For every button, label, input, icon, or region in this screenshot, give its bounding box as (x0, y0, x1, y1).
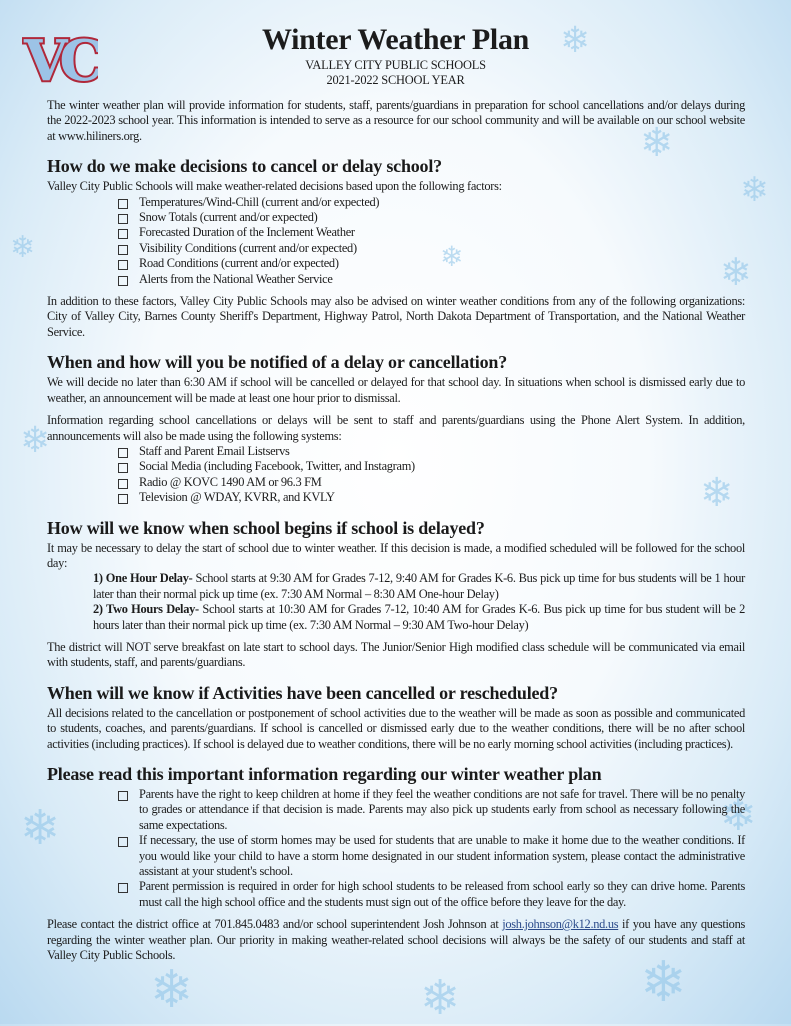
list-item: Temperatures/Wind-Chill (current and/or expected) (47, 195, 745, 210)
email-link[interactable]: josh.johnson@k12.nd.us (502, 917, 619, 932)
factor-list (47, 195, 745, 287)
section-heading: When will we know if Activities have been cancelled or rescheduled? (47, 682, 558, 703)
one-hour-delay (47, 571, 745, 602)
notification-paragraph: We will decide no later than 6:30 AM if school will be cancelled or delayed for that school day. In situations when school is dismissed early due to weather, an announcement will be made at least one hour prior to dismissal. (47, 375, 745, 405)
list-item: Snow Totals (current and/or expected) (47, 210, 745, 225)
list-item: If necessary, the use of storm homes may be used for students that are unable to make it home due to the weather conditions. If you would like your child to have a storm home designated in our student information system, please contact the administrative assistant at your student's school. (47, 833, 745, 879)
list-item: Radio @ KOVC 1490 AM or 96.3 FM (47, 475, 745, 490)
snowflake-icon: ❄ (10, 230, 36, 265)
snowflake-icon: ❄ (720, 250, 752, 294)
decision-factors (47, 179, 745, 287)
delay-label: 2) Two Hours Delay- (93, 602, 199, 617)
list-item: Parent permission is required in order for high school students to be released from school early so they can drive home. Parents must call the high school office and the students must sign out of the office before they leave for the day. (47, 879, 745, 910)
snowflake-icon: ❄ (700, 470, 734, 516)
section-lead: Information regarding school cancellations or delays will be sent to staff and parents/guardians using the Phone Alert System. In addition, announcements will also be made using the following systems: (47, 413, 745, 443)
page-header (120, 0, 671, 88)
breakfast-paragraph: The district will NOT serve breakfast on late start to school days. The Junior/Senior High modified class schedule will be communicated via email with students, staff, and parents/guardians. (47, 639, 745, 670)
snowflake-icon: ❄ (740, 170, 769, 210)
contact-text: Please contact the district office at 701.845.0483 and/or school superintendent Josh Johnson at (47, 917, 503, 932)
delay-label: 1) One Hour Delay- (93, 571, 193, 586)
list-item: Parents have the right to keep children at home if they feel the weather conditions are not safe for travel. There will be no penalty to grades or attendance if that decision is made. Parents may also pick up students early from school as necessary following the same expectations. (47, 787, 745, 833)
section-heading: How do we make decisions to cancel or delay school? (47, 156, 442, 177)
section-lead: Valley City Public Schools will make weather-related decisions based upon the following factors: (47, 179, 502, 194)
snowflake-icon: ❄ (150, 960, 194, 1020)
advisory-paragraph: In addition to these factors, Valley City Public Schools may also be advised on winter weather conditions from any of the following organizations: City of Valley City, Barnes County Sheriff's Department, Highway Patrol, North Dakota Department of Transportation, and the National Weather Service. (47, 294, 745, 339)
snowflake-icon: ❄ (20, 800, 61, 856)
snowflake-icon: ❄ (440, 240, 464, 273)
delay-schedule (47, 541, 745, 633)
page-title: Winter Weather Plan (261, 23, 530, 56)
list-item: Staff and Parent Email Listservs (47, 444, 745, 459)
list-item: Forecasted Duration of the Inclement Weather (47, 225, 745, 240)
section-heading: How will we know when school begins if school is delayed? (47, 517, 485, 538)
delay-text: School starts at 10:30 AM for Grades 7-12, 10:40 AM for Grades K-6. Bus pick up time for bus student will be 2 hours later than their normal pick up time (ex. 7:30 AM Normal – 9:30 AM Two-hour Delay) (93, 602, 745, 632)
vc-logo (22, 22, 98, 90)
list-item: Television @ WDAY, KVRR, and KVLY (47, 490, 745, 505)
district-name: VALLEY CITY PUBLIC SCHOOLS (305, 58, 486, 72)
svg-text:VC: VC (23, 28, 97, 90)
snowflake-icon: ❄ (420, 970, 461, 1026)
snowflake-icon: ❄ (640, 120, 674, 166)
list-item: Road Conditions (current and/or expected) (47, 256, 745, 271)
document-body (47, 88, 745, 983)
systems-list (47, 444, 745, 506)
snowflake-icon: ❄ (720, 790, 757, 841)
contact-text: if you have any questions regarding the winter weather plan. Our priority in making weather-related school decisions will always be the safety of our students and staff at Valley City Public Schools. (47, 917, 745, 963)
school-year: 2021-2022 SCHOOL YEAR (326, 73, 465, 87)
contact-paragraph (47, 917, 745, 963)
important-info (47, 787, 745, 910)
section-lead: It may be necessary to delay the start of school due to winter weather. If this decision is made, a modified scheduled will be followed for the school day: (47, 540, 745, 570)
section-heading: Please read this important information regarding our winter weather plan (47, 764, 602, 784)
snowflake-icon: ❄ (560, 20, 591, 61)
list-item: Visibility Conditions (current and/or expected) (47, 241, 745, 256)
intro-paragraph: The winter weather plan will provide information for students, staff, parents/guardians in preparation for school cancellations and/or delays during the 2022-2023 school year. This information is intended to serve as a resource for our school community and will be available on our school website at www.hiliners.org. (47, 98, 745, 143)
list-item: Social Media (including Facebook, Twitter, and Instagram) (47, 459, 745, 474)
snowflake-icon: ❄ (640, 950, 687, 1015)
delay-text: School starts at 9:30 AM for Grades 7-12, 9:40 AM for Grades K-6. Bus pick up time for bus students will be 1 hour later than their normal pick up time (ex. 7:30 AM Normal – 8:30 AM One-hour Delay) (93, 571, 745, 601)
notification-systems (47, 413, 745, 505)
activities-paragraph: All decisions related to the cancellation or postponement of school activities due to the weather will be made as soon as possible and communicated to students, coaches, and parents/guardians. If school is cancelled or dismissed early due to the weather conditions, there will be no after school activities (including practices). If school is delayed due to weather conditions, there will be no early morning school activities (including practices). (47, 705, 745, 751)
two-hour-delay (47, 602, 745, 633)
list-item: Alerts from the National Weather Service (47, 272, 745, 287)
snowflake-icon: ❄ (20, 420, 51, 461)
info-list (47, 787, 745, 910)
section-heading: When and how will you be notified of a delay or cancellation? (47, 352, 508, 373)
